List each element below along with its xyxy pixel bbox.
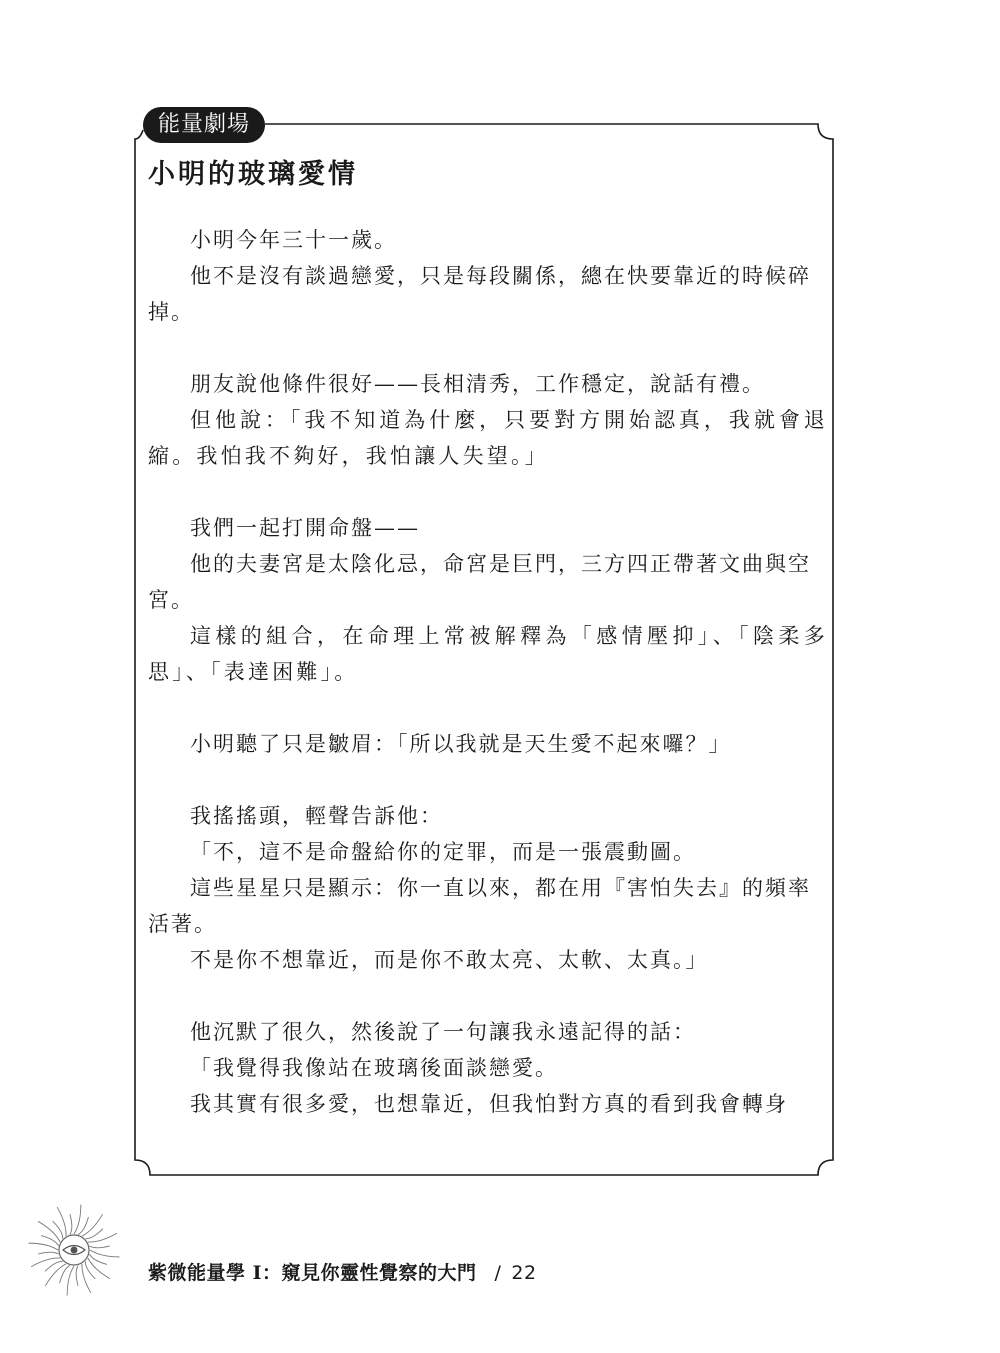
sun-ray [82,1214,103,1236]
sun-ray [85,1261,95,1279]
sun-ray [45,1261,63,1271]
sun-ray [29,1243,58,1250]
sun-ray [88,1258,110,1279]
sun-ray [67,1266,74,1295]
section-tag: 能量劇場 [143,107,265,143]
story-paragraph: 朋友說他條件很好——長相清秀，工作穩定，說話有禮。 [190,372,765,396]
story-paragraph: 我搖搖頭，輕聲告訴他： [190,804,443,828]
sun-ray [38,1221,60,1242]
sun-ray [88,1233,117,1242]
paragraph-gap [148,978,828,1014]
paragraph-gap [148,690,828,726]
sun-ray [85,1229,103,1239]
page-footer [148,1258,537,1285]
paragraph-gap [148,330,828,366]
page-number: 22 [511,1262,537,1284]
sun-ray [74,1205,81,1234]
sun-ray [82,1264,91,1293]
book-title: 紫微能量學 I：窺見你靈性覺察的大門 [148,1262,477,1284]
paragraph-gap [148,474,828,510]
sun-ray [31,1258,60,1267]
story-paragraph: 小明今年三十一歲。 [190,228,397,252]
story-paragraph: 這樣的組合，在命理上常被解釋為「感情壓抑」、「陰柔多思」、「表達困難」。 [148,624,828,684]
eye-pupil [71,1247,78,1254]
story-title: 小明的玻璃愛情 [148,159,358,190]
story-paragraph: 他的夫妻宮是太陰化忌，命宮是巨門，三方四正帶著文曲與空宮。 [148,552,811,612]
sun-ray [45,1264,66,1286]
sun-ray [38,1252,58,1254]
sun-ray [76,1265,78,1285]
story-paragraph: 「我覺得我像站在玻璃後面談戀愛。 [190,1056,558,1080]
story-paragraph: 「不，這不是命盤給你的定罪，而是一張震動圖。 [190,840,696,864]
story-paragraph: 但他說：「我不知道為什麼，只要對方開始認真，我就會退縮。我怕我不夠好，我怕讓人失望。」 [148,408,828,468]
story-paragraph: 我們一起打開命盤—— [190,516,420,540]
sun-eye-icon [24,1200,124,1300]
paragraph-gap [148,762,828,798]
sun-ray [53,1221,63,1239]
sun-ray [57,1207,66,1236]
story-paragraph: 這些星星只是顯示：你一直以來，都在用『害怕失去』的頻率活著。 [148,876,811,936]
story-paragraph: 不是你不想靠近，而是你不敢太亮、太軟、太真。」 [190,948,709,972]
story-paragraph: 他沉默了很久，然後說了一句讓我永遠記得的話： [190,1020,696,1044]
footer-separator: / [494,1262,502,1284]
story-paragraph: 他不是沒有談過戀愛，只是每段關係，總在快要靠近的時候碎掉。 [148,264,811,324]
story-paragraph: 小明聽了只是皺眉：「所以我就是天生愛不起來囉？」 [190,732,732,756]
sun-ray [70,1214,72,1234]
sun-ray [90,1250,119,1257]
story-paragraph: 我其實有很多愛，也想靠近，但我怕對方真的看到我會轉身 [190,1092,788,1116]
story-body [148,222,828,1122]
sun-ray [89,1246,109,1248]
